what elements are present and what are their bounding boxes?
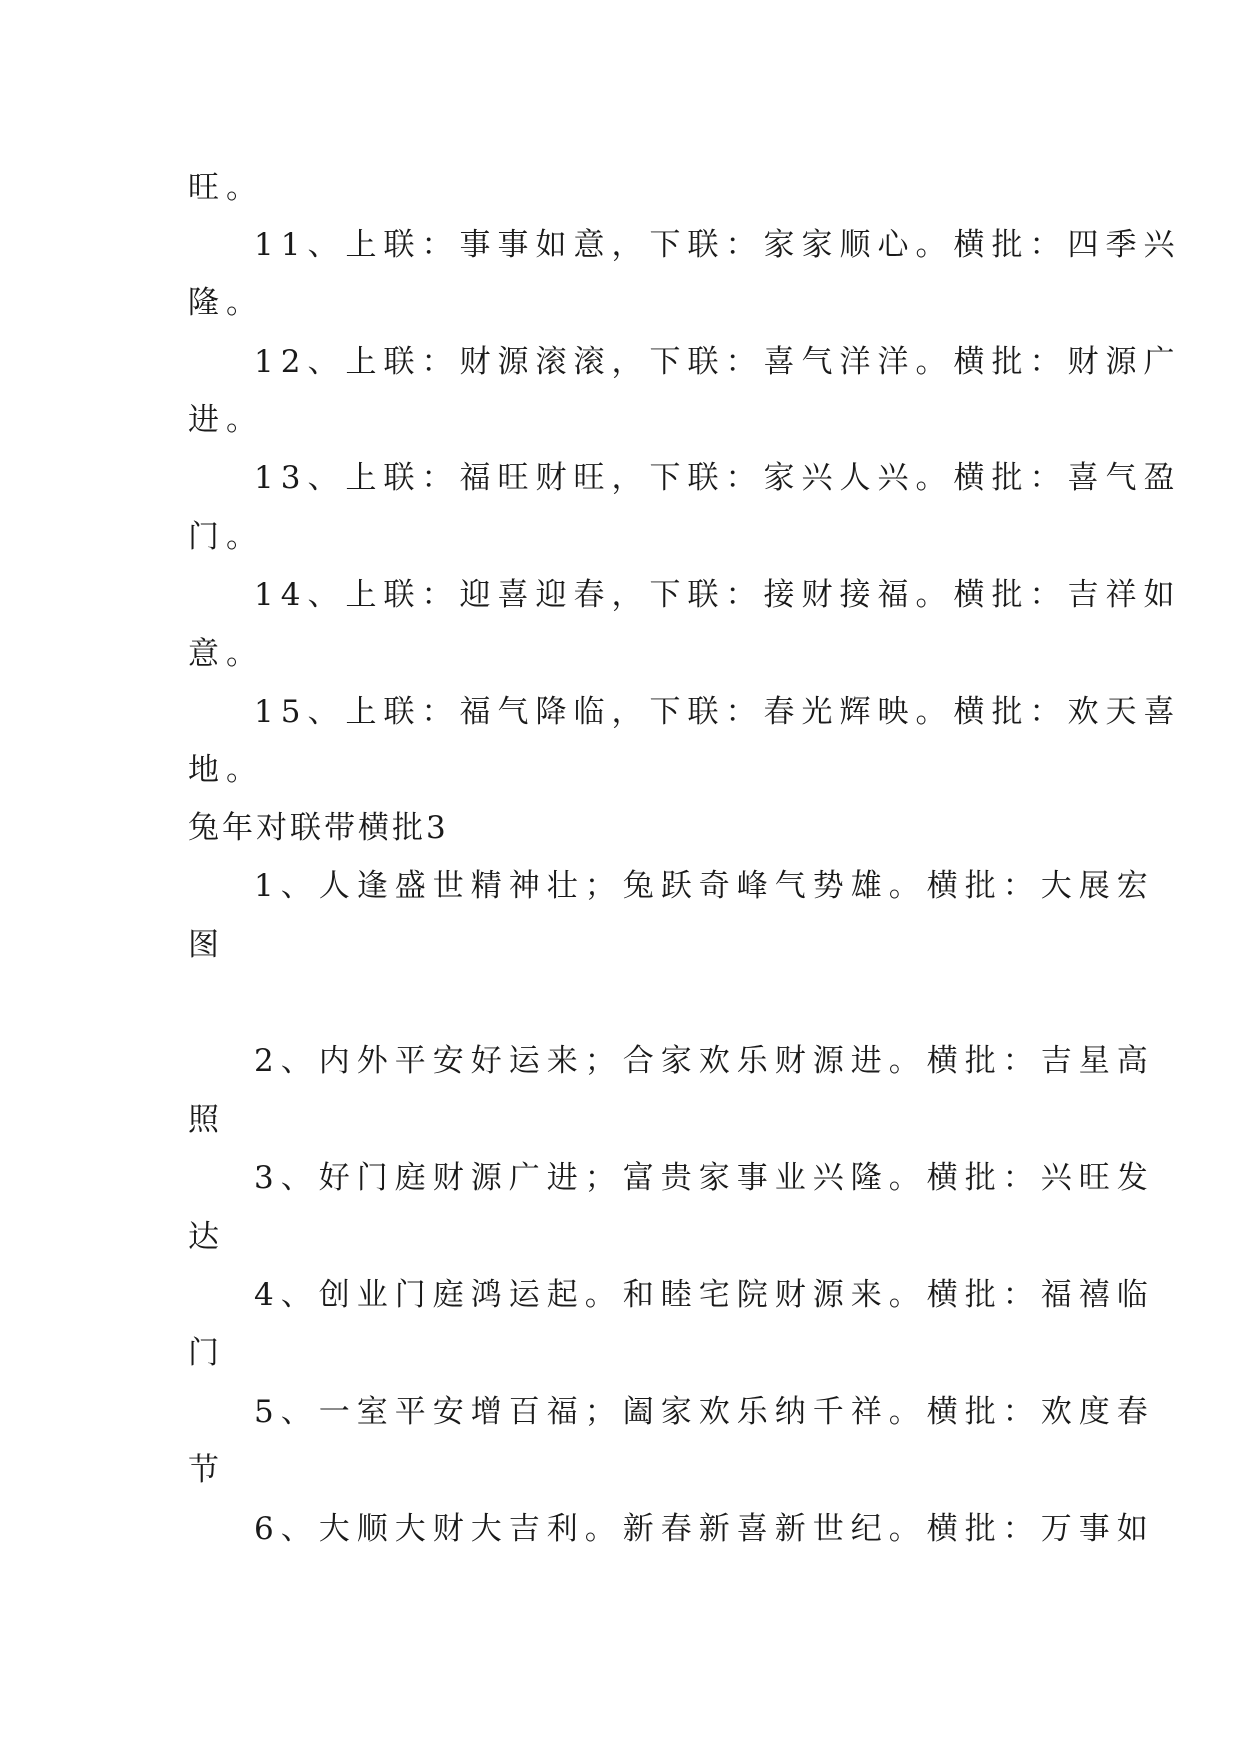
couplet-item-13: 13、上联：福旺财旺，下联：家兴人兴。横批：喜气盈 [254, 460, 1182, 496]
text-line: 门。 [188, 519, 264, 555]
text-line: 进。 [188, 402, 264, 438]
section-heading: 兔年对联带横批3 [188, 810, 449, 846]
text-line: 地。 [188, 752, 264, 788]
text-line: 照 [188, 1102, 226, 1138]
couplet-item-5: 5、一室平安增百福；阖家欢乐纳千祥。横批：欢度春 [254, 1394, 1155, 1430]
text-line: 隆。 [188, 285, 264, 321]
couplet-item-15: 15、上联：福气降临，下联：春光辉映。横批：欢天喜 [254, 694, 1182, 730]
couplet-item-11: 11、上联：事事如意，下联：家家顺心。横批：四季兴 [254, 227, 1182, 263]
text-line: 门 [188, 1335, 226, 1371]
text-line: 意。 [188, 636, 264, 672]
text-line: 节 [188, 1452, 226, 1488]
text-line: 达 [188, 1219, 226, 1255]
couplet-item-4: 4、创业门庭鸿运起。和睦宅院财源来。横批：福禧临 [254, 1277, 1155, 1313]
couplet-item-12: 12、上联：财源滚滚，下联：喜气洋洋。横批：财源广 [254, 344, 1182, 380]
couplet-item-2: 2、内外平安好运来；合家欢乐财源进。横批：吉星高 [254, 1043, 1155, 1079]
couplet-item-3: 3、好门庭财源广进；富贵家事业兴隆。横批：兴旺发 [254, 1160, 1155, 1196]
text-line: 旺。 [188, 170, 264, 206]
text-line: 图 [188, 927, 226, 963]
couplet-item-14: 14、上联：迎喜迎春，下联：接财接福。横批：吉祥如 [254, 577, 1182, 613]
couplet-item-6: 6、大顺大财大吉利。新春新喜新世纪。横批：万事如 [254, 1511, 1155, 1547]
couplet-item-1: 1、人逢盛世精神壮；兔跃奇峰气势雄。横批：大展宏 [254, 868, 1155, 904]
